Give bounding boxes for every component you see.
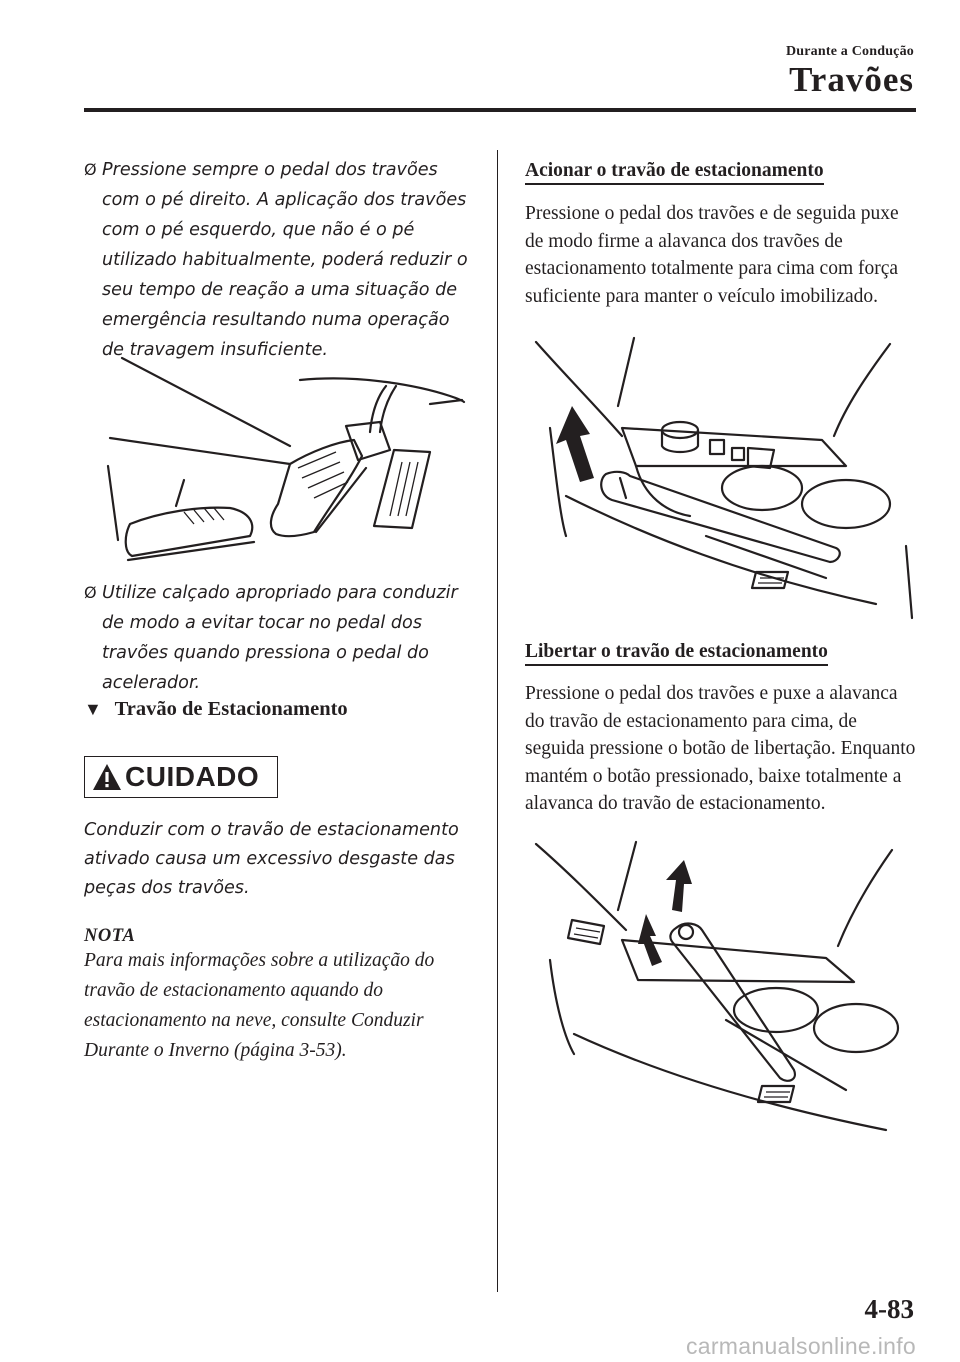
bullet-arrow-icon: Ø xyxy=(84,583,97,602)
section-heading xyxy=(84,698,348,721)
caution-text: Conduzir com o travão de estacionamento ativado causa um excessivo desgaste das peças dos travões. xyxy=(84,820,459,898)
warning-triangle-icon xyxy=(91,762,123,792)
page-number: 4-83 xyxy=(864,1294,914,1324)
bullet-footwear xyxy=(84,578,474,698)
header-rule xyxy=(84,108,916,112)
bullet-arrow-icon: Ø xyxy=(84,160,97,179)
pedal-illustration xyxy=(100,356,470,570)
nota-label: NOTA xyxy=(84,926,136,946)
bullet-text: Pressione sempre o pedal dos travões com o pé direito. A aplicação dos travões com o pé esquerdo, que não é o pé utilizado habitualmente, poderá reduzir o seu tempo de reação a uma situação de emergência resultando numa operação de travagem insuficiente. xyxy=(102,160,468,360)
caution-box xyxy=(84,756,278,798)
footer-watermark: carmanualsonline.info xyxy=(685,1333,916,1359)
bullet-brake-right-foot xyxy=(84,155,474,365)
nota-text: Para mais informações sobre a utilização do travão de estacionamento aquando do estacionamento na neve, consulte Conduzir Durante o Inverno (página 3-53). xyxy=(84,950,435,1061)
page-title: Travões xyxy=(789,60,914,99)
parking-brake-apply-illustration xyxy=(526,336,916,626)
bullet-text: Utilize calçado apropriado para conduzir de modo a evitar tocar no pedal dos travões quando pressiona o pedal do acelerador. xyxy=(102,583,458,693)
release-heading: Libertar o travão de estacionamento xyxy=(525,641,828,666)
apply-heading: Acionar o travão de estacionamento xyxy=(525,160,824,185)
parking-brake-release-illustration xyxy=(526,840,916,1140)
release-text: Pressione o pedal dos travões e puxe a alavanca do travão de estacionamento para cima, de seguida pressione o botão de libertação. Enquanto mantém o botão pressionado, baixe totalmente a alavanca do travão de estacionamento. xyxy=(525,683,916,814)
apply-text: Pressione o pedal dos travões e de seguida puxe de modo firme a alavanca dos travões de estacionamento totalmente para cima com força suficiente para manter o veículo imobilizado. xyxy=(525,203,899,307)
section-marker-icon: ▼ xyxy=(84,699,102,719)
section-heading-text: Travão de Estacionamento xyxy=(114,698,348,720)
header-section-title: Durante a Condução xyxy=(785,44,914,59)
caution-label: CUIDADO xyxy=(125,761,260,792)
column-divider xyxy=(497,150,498,1292)
